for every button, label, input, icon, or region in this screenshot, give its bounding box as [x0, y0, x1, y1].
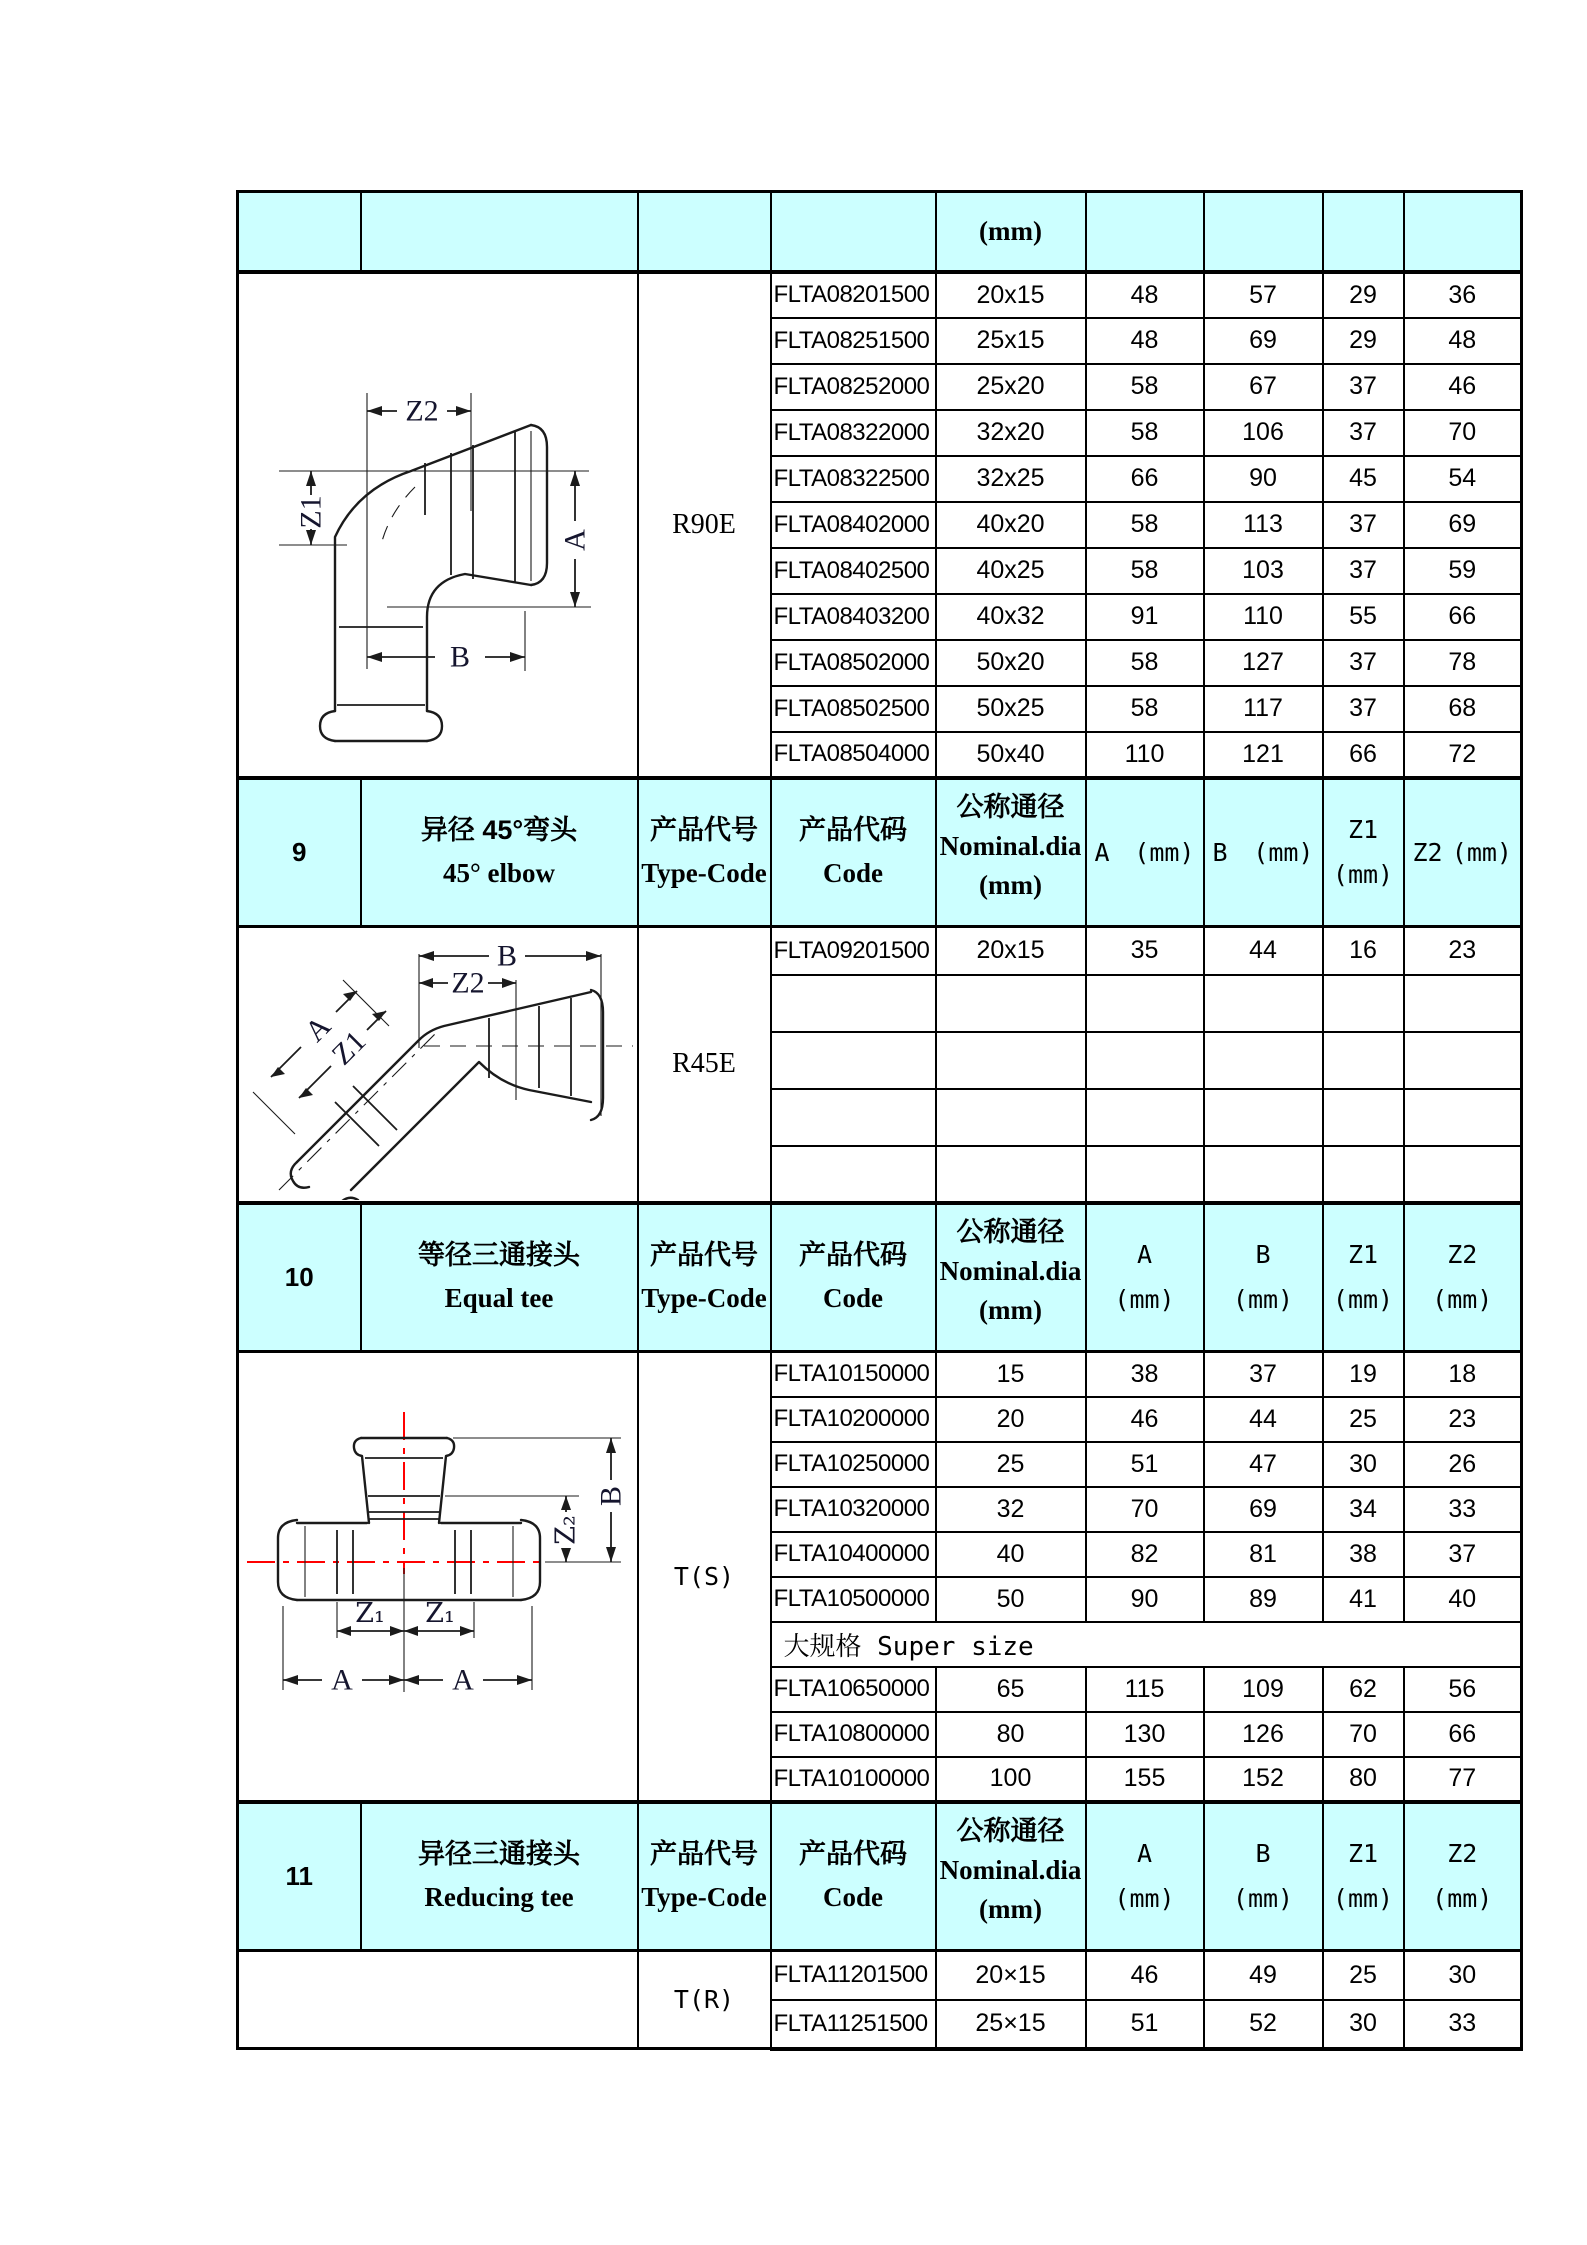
dim-z1-cell: 41 [1323, 1577, 1404, 1622]
elbow-45-drawing-cell [238, 927, 638, 1203]
dim-label-a: A [298, 1009, 338, 1049]
dim-b-cell: 90 [1204, 456, 1323, 502]
code-cell: FLTA08251500 [771, 318, 936, 364]
dim-z1-cell: 55 [1323, 594, 1404, 640]
type-code-cell: R45E [638, 927, 771, 1203]
section-title-en: 45° elbow [442, 858, 556, 889]
dim-label-z2: Z2 [405, 394, 439, 427]
code-cell: FLTA10100000 [771, 1757, 936, 1802]
dim-label-z2: Z2 [451, 966, 485, 1000]
empty-cell [1204, 1032, 1323, 1089]
code-header: 产品代码 Code [771, 1802, 936, 1951]
dim-z1-header: Z1 (mm) [1323, 1203, 1404, 1352]
dim-z1-header: Z1 (mm) [1323, 778, 1404, 927]
empty-cell [1086, 975, 1204, 1032]
section-number: 10 [238, 1203, 361, 1352]
code-cell: FLTA11251500 [771, 2000, 936, 2049]
catalog-table [236, 190, 1523, 2051]
dim-a-cell: 35 [1086, 927, 1204, 975]
dim-z1-cell: 29 [1323, 318, 1404, 364]
empty-cell [1323, 1032, 1404, 1089]
dim-z1-cell: 16 [1323, 927, 1404, 975]
size-cell: 40x25 [936, 548, 1086, 594]
empty-cell [1404, 1032, 1522, 1089]
dim-z2-header: Z2 (mm) [1404, 1802, 1522, 1951]
dim-a-header: A (mm) [1086, 778, 1204, 927]
section-number: 9 [238, 778, 361, 927]
dim-b-cell: 113 [1204, 502, 1323, 548]
dim-a-cell: 58 [1086, 364, 1204, 410]
empty-cell [771, 1146, 936, 1203]
dim-a-cell: 66 [1086, 456, 1204, 502]
empty-cell [1204, 975, 1323, 1032]
dim-z1-cell: 37 [1323, 502, 1404, 548]
table-row [238, 1951, 1522, 2000]
empty-cell [1404, 1146, 1522, 1203]
code-cell: FLTA10320000 [771, 1487, 936, 1532]
dim-z1-cell: 19 [1323, 1352, 1404, 1397]
dim-z2-cell: 46 [1404, 364, 1522, 410]
empty-header-cell [1204, 192, 1323, 272]
dim-z2-cell: 77 [1404, 1757, 1522, 1802]
code-cell: FLTA10250000 [771, 1442, 936, 1487]
dim-a-cell: 110 [1086, 732, 1204, 778]
dim-label-a: A [558, 528, 592, 551]
code-header: 产品代码 Code [771, 778, 936, 927]
size-cell: 50x20 [936, 640, 1086, 686]
dim-a-cell: 46 [1086, 1397, 1204, 1442]
section-title-en: Equal tee [444, 1283, 554, 1314]
empty-cell [1204, 1146, 1323, 1203]
empty-cell [936, 1089, 1086, 1146]
code-cell: FLTA08201500 [771, 272, 936, 318]
empty-header-cell [1086, 192, 1204, 272]
type-code-header: 产品代号 Type-Code [638, 1203, 771, 1352]
dim-label-a-right: A [452, 1663, 474, 1697]
nominal-header: 公称通径 Nominal.dia (mm) [936, 1802, 1086, 1951]
dim-b-cell: 106 [1204, 410, 1323, 456]
dim-b-cell: 89 [1204, 1577, 1323, 1622]
section-title [361, 778, 638, 927]
code-cell: FLTA09201500 [771, 927, 936, 975]
size-cell: 32x20 [936, 410, 1086, 456]
section-number: 11 [238, 1802, 361, 1951]
dim-b-cell: 81 [1204, 1532, 1323, 1577]
dim-a-cell: 38 [1086, 1352, 1204, 1397]
dim-z2-cell: 23 [1404, 1397, 1522, 1442]
section-title [361, 1802, 638, 1951]
dim-a-cell: 48 [1086, 318, 1204, 364]
dim-z2-cell: 69 [1404, 502, 1522, 548]
code-cell: FLTA08402000 [771, 502, 936, 548]
dim-label-b: B [594, 1486, 628, 1507]
dim-z1-cell: 80 [1323, 1757, 1404, 1802]
dim-z1-cell: 34 [1323, 1487, 1404, 1532]
dim-b-cell: 127 [1204, 640, 1323, 686]
dim-label-b: B [449, 640, 471, 673]
dim-label-z1: Z1 [325, 1024, 373, 1072]
empty-cell [1404, 1089, 1522, 1146]
size-cell: 40 [936, 1532, 1086, 1577]
empty-cell [771, 1032, 936, 1089]
dim-b-cell: 121 [1204, 732, 1323, 778]
type-code-header: 产品代号 Type-Code [638, 778, 771, 927]
section-10-header-row [238, 1203, 1522, 1352]
dim-z2-cell: 36 [1404, 272, 1522, 318]
dim-a-header: A (mm) [1086, 1802, 1204, 1951]
code-cell: FLTA08252000 [771, 364, 936, 410]
empty-cell [771, 1089, 936, 1146]
dim-a-cell: 90 [1086, 1577, 1204, 1622]
section-title-en: Reducing tee [424, 1882, 574, 1913]
empty-cell [771, 975, 936, 1032]
dim-label-a-left: A [331, 1663, 353, 1697]
dim-z2-cell: 68 [1404, 686, 1522, 732]
empty-header-cell [771, 192, 936, 272]
empty-cell [1323, 975, 1404, 1032]
type-code-cell: T(S) [638, 1352, 771, 1802]
tee-drawing-cell [238, 1352, 638, 1802]
dim-a-cell: 58 [1086, 502, 1204, 548]
dim-b-cell: 47 [1204, 1442, 1323, 1487]
empty-header-cell [1404, 192, 1522, 272]
code-cell: FLTA10400000 [771, 1532, 936, 1577]
elbow-90-drawing-cell [238, 272, 638, 778]
size-cell: 50 [936, 1577, 1086, 1622]
dim-a-cell: 82 [1086, 1532, 1204, 1577]
nominal-header: 公称通径 Nominal.dia (mm) [936, 778, 1086, 927]
dim-b-cell: 103 [1204, 548, 1323, 594]
dim-z2-cell: 26 [1404, 1442, 1522, 1487]
dim-b-cell: 69 [1204, 1487, 1323, 1532]
dim-label-z2: Z₂ [550, 1515, 582, 1546]
size-cell: 80 [936, 1712, 1086, 1757]
dim-z1-cell: 25 [1323, 1951, 1404, 2000]
reducing-tee-drawing-cell [238, 1951, 638, 2049]
code-cell: FLTA08502500 [771, 686, 936, 732]
code-cell: FLTA10200000 [771, 1397, 936, 1442]
dim-z2-cell: 72 [1404, 732, 1522, 778]
empty-header-cell [361, 192, 638, 272]
type-code-cell: R90E [638, 272, 771, 778]
empty-cell [936, 975, 1086, 1032]
dim-z2-header: Z2 (mm) [1404, 778, 1522, 927]
dim-z2-cell: 40 [1404, 1577, 1522, 1622]
dim-a-cell: 115 [1086, 1667, 1204, 1712]
nominal-unit-header: (mm) [936, 192, 1086, 272]
dim-z2-cell: 48 [1404, 318, 1522, 364]
size-cell: 100 [936, 1757, 1086, 1802]
code-cell: FLTA08502000 [771, 640, 936, 686]
code-cell: FLTA10650000 [771, 1667, 936, 1712]
dim-z2-cell: 54 [1404, 456, 1522, 502]
dim-a-cell: 70 [1086, 1487, 1204, 1532]
section-title-cn: 异径 45°弯头 [420, 815, 578, 846]
dim-z1-cell: 66 [1323, 732, 1404, 778]
code-cell: FLTA10500000 [771, 1577, 936, 1622]
dim-b-cell: 52 [1204, 2000, 1323, 2049]
size-cell: 40x32 [936, 594, 1086, 640]
super-size-label: 大规格 Super size [771, 1622, 1522, 1667]
code-cell: FLTA10150000 [771, 1352, 936, 1397]
code-cell: FLTA11201500 [771, 1951, 936, 2000]
dim-a-cell: 58 [1086, 686, 1204, 732]
size-cell: 20x15 [936, 272, 1086, 318]
empty-cell [1323, 1089, 1404, 1146]
dim-label-b: B [496, 939, 518, 973]
elbow-45-drawing [239, 928, 637, 1200]
section-9-header-row [238, 778, 1522, 927]
dim-z2-cell: 59 [1404, 548, 1522, 594]
dim-b-cell: 57 [1204, 272, 1323, 318]
size-cell: 50x40 [936, 732, 1086, 778]
section-title-cn: 异径三通接头 [418, 1839, 580, 1870]
dim-z1-cell: 37 [1323, 640, 1404, 686]
table-row [238, 927, 1522, 975]
dim-a-cell: 51 [1086, 1442, 1204, 1487]
dim-b-cell: 109 [1204, 1667, 1323, 1712]
size-cell: 50x25 [936, 686, 1086, 732]
section-title [361, 1203, 638, 1352]
dim-b-cell: 110 [1204, 594, 1323, 640]
type-code-header: 产品代号 Type-Code [638, 1802, 771, 1951]
table-row [238, 1352, 1522, 1397]
nominal-header: 公称通径 Nominal.dia (mm) [936, 1203, 1086, 1352]
empty-cell [1204, 1089, 1323, 1146]
type-code-cell: T(R) [638, 1951, 771, 2049]
size-cell: 15 [936, 1352, 1086, 1397]
dim-z1-cell: 45 [1323, 456, 1404, 502]
empty-cell [936, 1146, 1086, 1203]
empty-cell [1086, 1146, 1204, 1203]
dim-z1-cell: 37 [1323, 410, 1404, 456]
dim-b-header: B (mm) [1204, 778, 1323, 927]
dim-b-cell: 117 [1204, 686, 1323, 732]
dim-z1-cell: 38 [1323, 1532, 1404, 1577]
dim-label-z1-right: Z₁ [425, 1598, 455, 1630]
code-cell: FLTA10800000 [771, 1712, 936, 1757]
dim-z1-cell: 70 [1323, 1712, 1404, 1757]
code-cell: FLTA08403200 [771, 594, 936, 640]
dim-z1-cell: 30 [1323, 1442, 1404, 1487]
dim-a-cell: 58 [1086, 410, 1204, 456]
dim-a-cell: 155 [1086, 1757, 1204, 1802]
dim-a-cell: 130 [1086, 1712, 1204, 1757]
dim-b-cell: 37 [1204, 1352, 1323, 1397]
table-row [238, 272, 1522, 318]
tee-drawing [239, 1354, 637, 1798]
dim-b-cell: 69 [1204, 318, 1323, 364]
dim-z1-cell: 37 [1323, 548, 1404, 594]
dim-b-cell: 44 [1204, 1397, 1323, 1442]
dim-z2-cell: 66 [1404, 1712, 1522, 1757]
dim-z2-cell: 78 [1404, 640, 1522, 686]
code-cell: FLTA08322000 [771, 410, 936, 456]
dim-b-cell: 49 [1204, 1951, 1323, 2000]
dim-z1-cell: 30 [1323, 2000, 1404, 2049]
code-header: 产品代码 Code [771, 1203, 936, 1352]
partial-header-row [238, 192, 1522, 272]
dim-b-header: B (mm) [1204, 1802, 1323, 1951]
dim-a-cell: 91 [1086, 594, 1204, 640]
dim-z2-cell: 70 [1404, 410, 1522, 456]
size-cell: 20 [936, 1397, 1086, 1442]
dim-label-z1: Z1 [294, 494, 328, 529]
dim-b-header: B (mm) [1204, 1203, 1323, 1352]
dim-z2-header: Z2 (mm) [1404, 1203, 1522, 1352]
size-cell: 25 [936, 1442, 1086, 1487]
size-cell: 40x20 [936, 502, 1086, 548]
dim-a-cell: 51 [1086, 2000, 1204, 2049]
section-title-cn: 等径三通接头 [418, 1240, 580, 1271]
dim-z2-cell: 30 [1404, 1951, 1522, 2000]
empty-header-cell [238, 192, 361, 272]
dim-z2-cell: 56 [1404, 1667, 1522, 1712]
dim-z2-cell: 33 [1404, 2000, 1522, 2049]
dim-z1-cell: 25 [1323, 1397, 1404, 1442]
section-11-header-row [238, 1802, 1522, 1951]
dim-z1-header: Z1 (mm) [1323, 1802, 1404, 1951]
dim-z1-cell: 37 [1323, 364, 1404, 410]
code-cell: FLTA08322500 [771, 456, 936, 502]
empty-header-cell [638, 192, 771, 272]
dim-z2-cell: 37 [1404, 1532, 1522, 1577]
dim-z2-cell: 33 [1404, 1487, 1522, 1532]
dim-b-cell: 126 [1204, 1712, 1323, 1757]
size-cell: 65 [936, 1667, 1086, 1712]
size-cell: 32x25 [936, 456, 1086, 502]
dim-a-header: A (mm) [1086, 1203, 1204, 1352]
dim-a-cell: 58 [1086, 640, 1204, 686]
size-cell: 25x20 [936, 364, 1086, 410]
dim-a-cell: 58 [1086, 548, 1204, 594]
dim-z2-cell: 66 [1404, 594, 1522, 640]
dim-z1-cell: 29 [1323, 272, 1404, 318]
size-cell: 20×15 [936, 1951, 1086, 2000]
empty-cell [1323, 1146, 1404, 1203]
dim-a-cell: 46 [1086, 1951, 1204, 2000]
code-cell: FLTA08402500 [771, 548, 936, 594]
empty-cell [1086, 1089, 1204, 1146]
size-cell: 32 [936, 1487, 1086, 1532]
size-cell: 25×15 [936, 2000, 1086, 2049]
dim-z1-cell: 37 [1323, 686, 1404, 732]
elbow-90-drawing [239, 275, 637, 775]
code-cell: FLTA08504000 [771, 732, 936, 778]
dim-b-cell: 44 [1204, 927, 1323, 975]
dim-b-cell: 67 [1204, 364, 1323, 410]
dim-a-cell: 48 [1086, 272, 1204, 318]
empty-cell [936, 1032, 1086, 1089]
dim-z2-cell: 23 [1404, 927, 1522, 975]
empty-cell [1086, 1032, 1204, 1089]
dim-z1-cell: 62 [1323, 1667, 1404, 1712]
empty-header-cell [1323, 192, 1404, 272]
size-cell: 20x15 [936, 927, 1086, 975]
dim-label-z1-left: Z₁ [355, 1598, 385, 1630]
size-cell: 25x15 [936, 318, 1086, 364]
empty-cell [1404, 975, 1522, 1032]
dim-b-cell: 152 [1204, 1757, 1323, 1802]
dim-z2-cell: 18 [1404, 1352, 1522, 1397]
